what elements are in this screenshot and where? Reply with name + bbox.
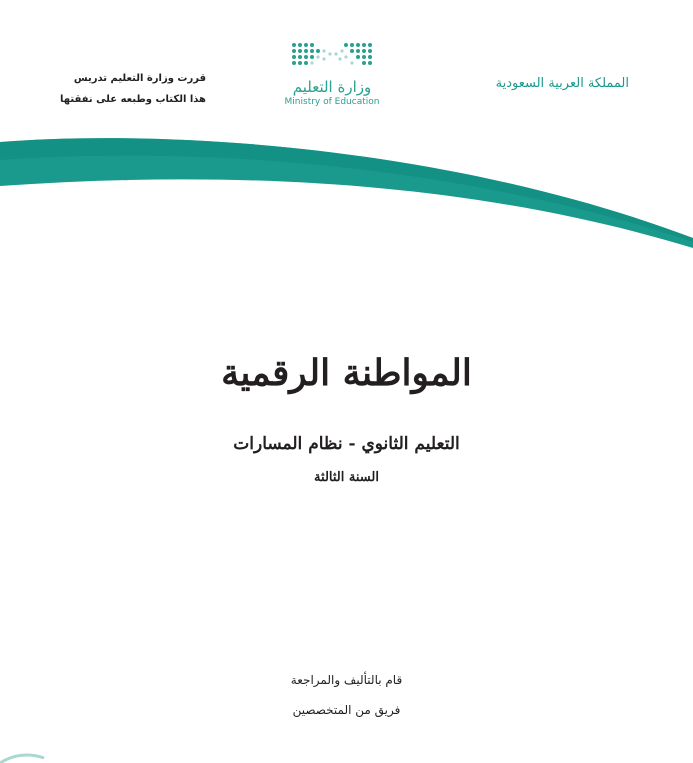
approval-line-2: هذا الكتاب وطبعه على نفقتها	[60, 94, 206, 105]
ministry-logo-icon	[284, 40, 380, 70]
country-name: المملكة العربية السعودية	[495, 76, 629, 91]
authors-label: قام بالتأليف والمراجعة	[290, 673, 403, 687]
ministry-name-arabic: وزارة التعليم	[292, 78, 372, 96]
school-year: السنة الثالثة	[314, 470, 379, 485]
approval-line-1: قررت وزارة التعليم تدريس	[73, 73, 206, 84]
approval-note	[46, 68, 206, 110]
book-subtitle: التعليم الثانوي - نظام المسارات	[233, 434, 460, 454]
book-title: المواطنة الرقمية	[221, 352, 472, 394]
teal-swoosh-band	[0, 130, 693, 250]
authors-team: فريق من المتخصصين	[292, 703, 401, 717]
decorative-corner-mark	[0, 752, 60, 763]
ministry-name-english: Ministry of Education	[284, 97, 380, 107]
ministry-logo	[272, 40, 392, 120]
